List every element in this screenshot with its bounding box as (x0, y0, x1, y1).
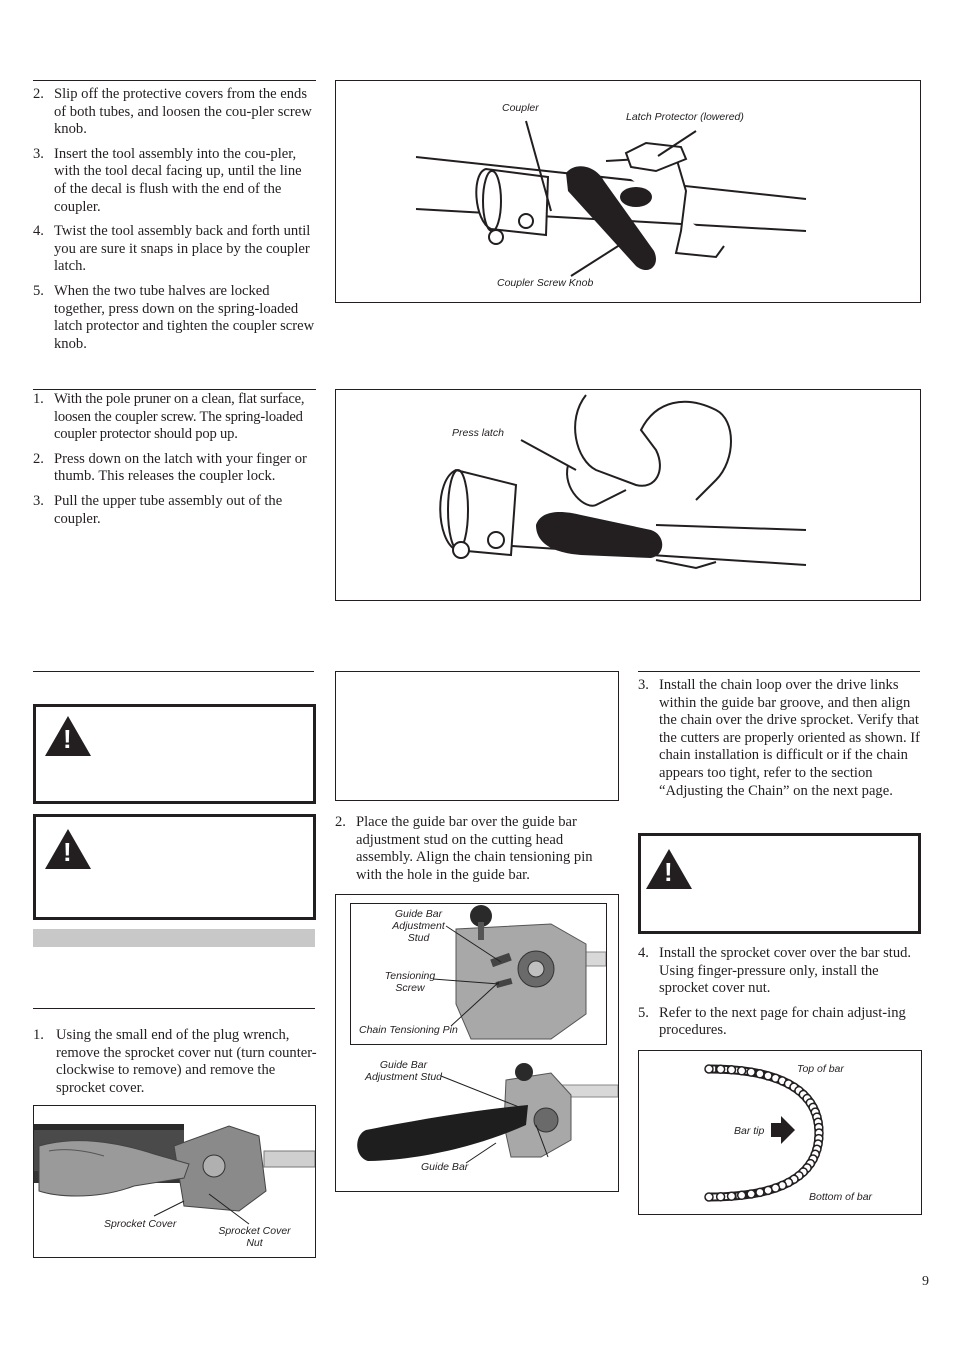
bar-tip-label: Bar tip (734, 1125, 765, 1137)
section-rule (638, 671, 920, 672)
guide-bar-adjustment-stud-top-label: Guide Bar Adjustment Stud (392, 908, 445, 944)
guide-bar-adjustment-stud-bottom-label: Guide Bar Adjustment Stud (364, 1059, 443, 1083)
latch-protector-label: Latch Protector (lowered) (626, 111, 744, 123)
top-of-bar-label: Top of bar (797, 1063, 844, 1075)
chain-link (756, 1070, 764, 1078)
chain-link (717, 1193, 725, 1201)
list-item: 1. Using the small end of the plug wrench, remove the sprocket cover nut (turn counter-clockwise to remove) and remove the sprocket cover. (33, 1027, 317, 1096)
section-rule (33, 389, 316, 390)
section-rule (33, 671, 314, 672)
tensioning-screw-label: Tensioning Screw (384, 970, 436, 994)
chain-link (747, 1068, 755, 1076)
warning-icon (45, 829, 91, 869)
section-rule (33, 80, 316, 81)
list-item: 2. Place the guide bar over the guide bar adjustment stud on the cutting head assembly. Align the chain tensioning pin with the hole in the guide bar. (335, 814, 593, 883)
list-item: 4. Twist the tool assembly back and forth until you are sure it snaps in place by the coupler latch. (33, 223, 311, 275)
list-item: 5. Refer to the next page for chain adjust-ing procedures. (638, 1004, 906, 1039)
guide-bar-label: Guide Bar (421, 1161, 469, 1173)
warning-box (638, 833, 921, 934)
coupler-label: Coupler (502, 102, 539, 114)
page-number: 9 (922, 1274, 929, 1289)
warning-box (33, 704, 316, 804)
chain-loop-illustration (639, 1051, 921, 1214)
sprocket-cover-nut-label: Sprocket Cover Nut (218, 1225, 291, 1249)
sprocket-steps (33, 1027, 317, 1104)
chain-link (738, 1191, 746, 1199)
chain-steps-a (638, 677, 922, 807)
guide-bar-figure (335, 894, 619, 1192)
chain-tensioning-pin-label: Chain Tensioning Pin (359, 1024, 458, 1036)
chain-link (728, 1066, 736, 1074)
chain-link (717, 1065, 725, 1073)
connect-steps (33, 86, 315, 360)
list-item: 1. With the pole pruner on a clean, flat surface, loosen the coupler screw. The spring-loaded coupler protector should pop up. (33, 391, 305, 443)
chain-link (756, 1188, 764, 1196)
bottom-of-bar-label: Bottom of bar (809, 1191, 873, 1203)
press-latch-illustration (336, 390, 920, 600)
guidebar-steps (335, 814, 617, 891)
chain-link (705, 1065, 713, 1073)
chain-orientation-figure (638, 1050, 922, 1215)
list-item: 2. Press down on the latch with your finger or thumb. This releases the coupler lock. (33, 450, 307, 485)
list-item: 3. Pull the upper tube assembly out of the coupler. (33, 492, 283, 527)
press-latch-label: Press latch (452, 427, 504, 439)
list-item: 3. Insert the tool assembly into the cou-pler, with the tool decal facing up, until the line of the decal is flush with the end of the coupler. (33, 145, 302, 215)
gray-heading-bar (33, 929, 315, 947)
list-item: 3. Install the chain loop over the drive links within the guide bar groove, and then align the chain over the drive sprocket. Verify that the cutters are properly oriented as shown. If chain installation is difficult or if the chain appears too tight, refer to the section “Adjusting the Chain” on the next page. (638, 677, 920, 799)
list-item: 4. Install the sprocket cover over the bar stud. Using finger-pressure only, install the sprocket cover nut. (638, 945, 912, 997)
coupler-figure (335, 80, 921, 303)
disconnect-steps (33, 391, 315, 535)
notice-box (335, 671, 619, 801)
sprocket-cover-label: Sprocket Cover (104, 1218, 177, 1230)
chain-link (705, 1193, 713, 1201)
section-rule (33, 1008, 315, 1009)
warning-icon (45, 716, 91, 756)
chain-link (764, 1186, 772, 1194)
coupler-screw-knob-label: Coupler Screw Knob (497, 277, 594, 289)
chain-link (728, 1192, 736, 1200)
list-item: 5. When the two tube halves are locked together, press down on the spring-loaded latch protector and tighten the coupler screw knob. (33, 282, 315, 352)
list-item: 2. Slip off the protective covers from the ends of both tubes, and loosen the cou-pler screw knob. (33, 86, 312, 138)
guide-bar-photo (336, 895, 618, 1191)
chain-steps-b (638, 945, 922, 1047)
chain-link (747, 1190, 755, 1198)
press-latch-figure (335, 389, 921, 601)
sprocket-cover-figure (33, 1105, 316, 1258)
chain-link (738, 1067, 746, 1075)
warning-box (33, 814, 316, 920)
warning-icon (646, 849, 692, 889)
